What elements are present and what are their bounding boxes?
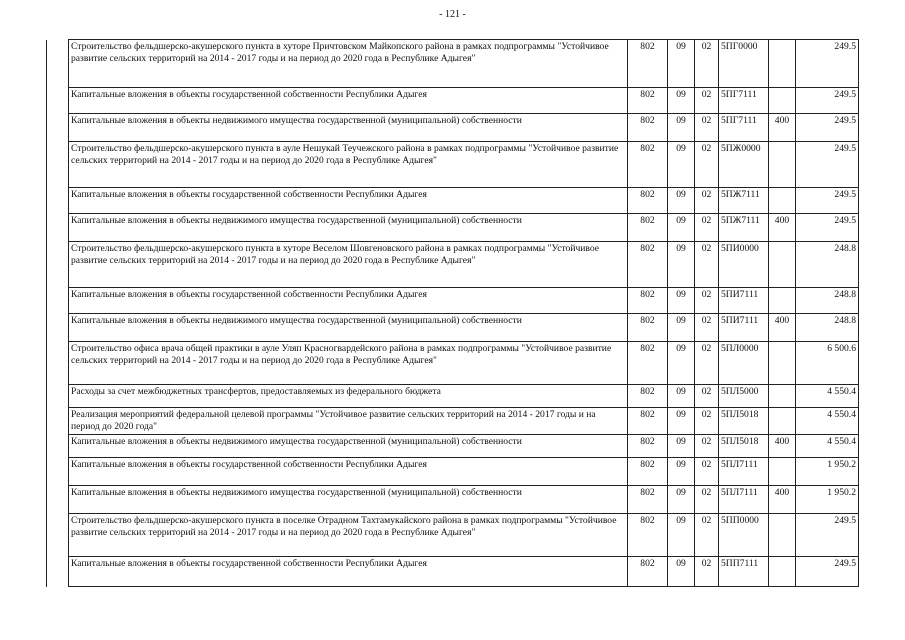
row-description: Капитальные вложения в объекты государственной собственности Республики Адыгея <box>69 88 628 114</box>
row-amount: 249.5 <box>796 214 859 242</box>
row-target-article-code: 5ПГ0000 <box>719 40 769 88</box>
row-subsection-code: 02 <box>695 88 719 114</box>
row-amount: 248.8 <box>796 314 859 342</box>
row-description: Капитальные вложения в объекты государственной собственности Республики Адыгея <box>69 188 628 214</box>
row-subsection-code: 02 <box>695 242 719 288</box>
row-margin-cell <box>47 242 69 288</box>
row-description: Строительство фельдшерско-акушерского пункта в ауле Нешукай Теучежского района в рамках подпрограммы "Устойчивое развитие сельских территорий на 2014 - 2017 годы и на период до 2020 года в Республике Адыгея" <box>69 142 628 188</box>
row-expense-type-code <box>769 142 796 188</box>
row-description: Капитальные вложения в объекты государственной собственности Республики Адыгея <box>69 458 628 486</box>
row-section-code: 09 <box>668 314 695 342</box>
table-row <box>47 458 859 486</box>
row-section-code: 09 <box>668 342 695 385</box>
row-amount: 4 550.4 <box>796 408 859 435</box>
row-section-code: 09 <box>668 486 695 514</box>
row-margin-cell <box>47 88 69 114</box>
row-expense-type-code: 400 <box>769 486 796 514</box>
table-row <box>47 314 859 342</box>
row-section-code: 09 <box>668 214 695 242</box>
row-description: Капитальные вложения в объекты государственной собственности Республики Адыгея <box>69 557 628 587</box>
row-margin-cell <box>47 142 69 188</box>
row-subsection-code: 02 <box>695 557 719 587</box>
row-department-code: 802 <box>628 142 668 188</box>
row-subsection-code: 02 <box>695 40 719 88</box>
row-target-article-code: 5ПЛ7111 <box>719 458 769 486</box>
row-subsection-code: 02 <box>695 408 719 435</box>
row-amount: 249.5 <box>796 114 859 142</box>
table-row <box>47 142 859 188</box>
row-margin-cell <box>47 40 69 88</box>
row-expense-type-code <box>769 557 796 587</box>
row-expense-type-code: 400 <box>769 314 796 342</box>
row-expense-type-code: 400 <box>769 435 796 458</box>
row-description: Капитальные вложения в объекты недвижимого имущества государственной (муниципальной) собственности <box>69 435 628 458</box>
row-description: Капитальные вложения в объекты государственной собственности Республики Адыгея <box>69 288 628 314</box>
row-subsection-code: 02 <box>695 458 719 486</box>
row-description: Капитальные вложения в объекты недвижимого имущества государственной (муниципальной) собственности <box>69 486 628 514</box>
row-amount: 249.5 <box>796 40 859 88</box>
row-department-code: 802 <box>628 408 668 435</box>
row-target-article-code: 5ПЛ5018 <box>719 408 769 435</box>
row-margin-cell <box>47 435 69 458</box>
row-target-article-code: 5ПИ0000 <box>719 242 769 288</box>
row-target-article-code: 5ПИ7111 <box>719 288 769 314</box>
table-row <box>47 188 859 214</box>
row-subsection-code: 02 <box>695 486 719 514</box>
table-row <box>47 408 859 435</box>
row-expense-type-code <box>769 385 796 408</box>
row-amount: 248.8 <box>796 242 859 288</box>
row-amount: 249.5 <box>796 557 859 587</box>
row-margin-cell <box>47 385 69 408</box>
row-expense-type-code <box>769 342 796 385</box>
row-margin-cell <box>47 408 69 435</box>
row-target-article-code: 5ПЖ0000 <box>719 142 769 188</box>
table-row <box>47 214 859 242</box>
table-row <box>47 40 859 88</box>
row-department-code: 802 <box>628 242 668 288</box>
row-department-code: 802 <box>628 188 668 214</box>
row-margin-cell <box>47 214 69 242</box>
row-margin-cell <box>47 557 69 587</box>
row-description: Строительство офиса врача общей практики в ауле Уляп Красногвардейского района в рамках подпрограммы "Устойчивое развитие сельских территорий на 2014 - 2017 годы и на период до 2020 года в Республике Адыгея" <box>69 342 628 385</box>
row-margin-cell <box>47 114 69 142</box>
row-amount: 249.5 <box>796 142 859 188</box>
budget-table <box>46 39 859 587</box>
table-row <box>47 435 859 458</box>
row-department-code: 802 <box>628 114 668 142</box>
row-margin-cell <box>47 486 69 514</box>
row-department-code: 802 <box>628 458 668 486</box>
row-description: Расходы за счет межбюджетных трансфертов, предоставляемых из федерального бюджета <box>69 385 628 408</box>
row-amount: 6 500.6 <box>796 342 859 385</box>
row-department-code: 802 <box>628 288 668 314</box>
row-expense-type-code <box>769 458 796 486</box>
table-row <box>47 385 859 408</box>
row-section-code: 09 <box>668 557 695 587</box>
row-section-code: 09 <box>668 40 695 88</box>
table-row <box>47 114 859 142</box>
row-description: Капитальные вложения в объекты недвижимого имущества государственной (муниципальной) собственности <box>69 114 628 142</box>
row-subsection-code: 02 <box>695 114 719 142</box>
row-subsection-code: 02 <box>695 214 719 242</box>
row-description: Строительство фельдшерско-акушерского пункта в поселке Отрадном Тахтамукайского района в рамках подпрограммы "Устойчивое развитие сельских территорий на 2014 - 2017 годы и на период до 2020 года в Республике Адыгея" <box>69 514 628 557</box>
row-subsection-code: 02 <box>695 385 719 408</box>
row-amount: 248.8 <box>796 288 859 314</box>
row-target-article-code: 5ПЛ7111 <box>719 486 769 514</box>
row-description: Строительство фельдшерско-акушерского пункта в хуторе Причтовском Майкопского района в рамках подпрограммы "Устойчивое развитие сельских территорий на 2014 - 2017 годы и на период до 2020 года в Республике Адыгея" <box>69 40 628 88</box>
row-margin-cell <box>47 188 69 214</box>
row-subsection-code: 02 <box>695 514 719 557</box>
row-section-code: 09 <box>668 142 695 188</box>
row-subsection-code: 02 <box>695 342 719 385</box>
row-target-article-code: 5ПЛ0000 <box>719 342 769 385</box>
row-amount: 1 950.2 <box>796 458 859 486</box>
row-margin-cell <box>47 288 69 314</box>
row-amount: 249.5 <box>796 188 859 214</box>
row-section-code: 09 <box>668 242 695 288</box>
table-row <box>47 288 859 314</box>
table-row <box>47 557 859 587</box>
row-margin-cell <box>47 514 69 557</box>
row-department-code: 802 <box>628 486 668 514</box>
row-margin-cell <box>47 458 69 486</box>
row-department-code: 802 <box>628 342 668 385</box>
row-section-code: 09 <box>668 188 695 214</box>
row-description: Капитальные вложения в объекты недвижимого имущества государственной (муниципальной) собственности <box>69 314 628 342</box>
table-row <box>47 242 859 288</box>
row-target-article-code: 5ПЖ7111 <box>719 214 769 242</box>
row-subsection-code: 02 <box>695 435 719 458</box>
row-expense-type-code <box>769 514 796 557</box>
row-description: Реализация мероприятий федеральной целевой программы "Устойчивое развитие сельских территорий на 2014 - 2017 годы и на период до 2020 года" <box>69 408 628 435</box>
row-target-article-code: 5ПГ7111 <box>719 88 769 114</box>
row-target-article-code: 5ПЛ5000 <box>719 385 769 408</box>
row-section-code: 09 <box>668 88 695 114</box>
table-row <box>47 88 859 114</box>
row-department-code: 802 <box>628 557 668 587</box>
row-section-code: 09 <box>668 408 695 435</box>
row-expense-type-code <box>769 288 796 314</box>
table-row <box>47 514 859 557</box>
row-target-article-code: 5ПГ7111 <box>719 114 769 142</box>
row-target-article-code: 5ПП0000 <box>719 514 769 557</box>
row-description: Капитальные вложения в объекты недвижимого имущества государственной (муниципальной) собственности <box>69 214 628 242</box>
row-expense-type-code <box>769 188 796 214</box>
table-row <box>47 486 859 514</box>
row-department-code: 802 <box>628 214 668 242</box>
row-target-article-code: 5ПП7111 <box>719 557 769 587</box>
row-expense-type-code <box>769 408 796 435</box>
row-subsection-code: 02 <box>695 188 719 214</box>
row-department-code: 802 <box>628 314 668 342</box>
row-amount: 249.5 <box>796 514 859 557</box>
row-margin-cell <box>47 342 69 385</box>
row-expense-type-code <box>769 242 796 288</box>
table-body <box>47 40 859 587</box>
page-number: - 121 - <box>439 9 466 20</box>
row-target-article-code: 5ПЖ7111 <box>719 188 769 214</box>
row-expense-type-code: 400 <box>769 114 796 142</box>
table-row <box>47 342 859 385</box>
row-expense-type-code: 400 <box>769 214 796 242</box>
row-amount: 1 950.2 <box>796 486 859 514</box>
row-amount: 249.5 <box>796 88 859 114</box>
row-amount: 4 550.4 <box>796 385 859 408</box>
row-section-code: 09 <box>668 114 695 142</box>
row-section-code: 09 <box>668 458 695 486</box>
row-target-article-code: 5ПИ7111 <box>719 314 769 342</box>
row-subsection-code: 02 <box>695 314 719 342</box>
row-section-code: 09 <box>668 385 695 408</box>
row-department-code: 802 <box>628 88 668 114</box>
row-subsection-code: 02 <box>695 142 719 188</box>
row-section-code: 09 <box>668 514 695 557</box>
row-department-code: 802 <box>628 40 668 88</box>
row-department-code: 802 <box>628 385 668 408</box>
row-description: Строительство фельдшерско-акушерского пункта в хуторе Веселом Шовгеновского района в рамках подпрограммы "Устойчивое развитие сельских территорий на 2014 - 2017 годы и на период до 2020 года в Республике Адыгея" <box>69 242 628 288</box>
row-department-code: 802 <box>628 514 668 557</box>
row-margin-cell <box>47 314 69 342</box>
row-department-code: 802 <box>628 435 668 458</box>
row-target-article-code: 5ПЛ5018 <box>719 435 769 458</box>
row-expense-type-code <box>769 40 796 88</box>
row-amount: 4 550.4 <box>796 435 859 458</box>
row-subsection-code: 02 <box>695 288 719 314</box>
row-expense-type-code <box>769 88 796 114</box>
row-section-code: 09 <box>668 435 695 458</box>
row-section-code: 09 <box>668 288 695 314</box>
